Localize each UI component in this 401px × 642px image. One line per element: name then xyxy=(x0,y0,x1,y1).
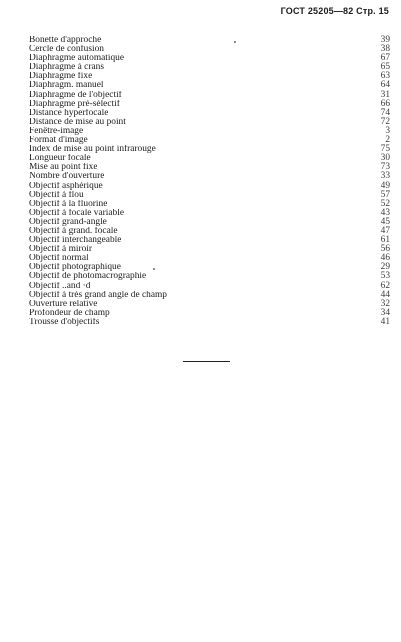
index-term: Objectif photographique xyxy=(29,263,121,273)
index-term: Objectif à focale variable xyxy=(29,208,124,218)
index-entry xyxy=(29,81,390,90)
index-term: Distance hyperfocale xyxy=(29,108,109,118)
page-header: ГОСТ 25205—82 Стр. 15 xyxy=(280,6,389,16)
index-entry xyxy=(29,318,390,327)
index-term: Diaphragme de l'objectif xyxy=(29,90,122,100)
index-page-number: 62 xyxy=(380,280,390,291)
index-term: Objectif grand-angle xyxy=(29,217,107,227)
index-term: Objectif normal xyxy=(29,254,89,264)
index-term: Objectif ..and ·d xyxy=(29,281,91,291)
index-term: Distance de mise au point xyxy=(29,117,126,127)
index-entry xyxy=(29,309,390,318)
index-entry xyxy=(29,145,390,154)
index-page-number: 64 xyxy=(380,80,390,91)
index-page-number: 31 xyxy=(380,89,390,100)
index-entry xyxy=(29,182,390,191)
index-entry xyxy=(29,118,390,127)
index-page-number: 65 xyxy=(380,62,390,73)
index-term: Objectif interchangeable xyxy=(29,236,122,246)
index-page-number: 53 xyxy=(380,271,390,282)
index-term: Objectif à grand. focale xyxy=(29,226,118,236)
index-term: Objectif asphérique xyxy=(29,181,103,191)
index-entry xyxy=(29,200,390,209)
index-term: Objectif de photomacrographie xyxy=(29,272,147,282)
index-term: Index de mise au point infrarouge xyxy=(29,145,156,155)
index-page-number: 67 xyxy=(380,53,390,64)
end-rule xyxy=(183,361,230,362)
index-page-number: 30 xyxy=(380,153,390,164)
index-term: Diaphragme automatique xyxy=(29,54,125,64)
index-entry xyxy=(29,227,390,236)
index-page-number: 41 xyxy=(380,316,390,327)
index-term: Objectif à la fluorine xyxy=(29,199,108,209)
index-page-number: 49 xyxy=(380,180,390,191)
index-term: Diaphragme pré-sélectif xyxy=(29,99,120,109)
index-entry xyxy=(29,300,390,309)
index-entry xyxy=(29,91,390,100)
index-page-number: 3 xyxy=(385,125,390,136)
index-term: Diaphragme fixe xyxy=(29,72,93,82)
index-term: Objectif à flou xyxy=(29,190,84,200)
index-page-number: 43 xyxy=(380,207,390,218)
scan-speck xyxy=(153,268,155,270)
index-entry xyxy=(29,245,390,254)
index-page-number: 56 xyxy=(380,244,390,255)
index-list xyxy=(29,36,390,327)
index-term: Cercle de confusion xyxy=(29,45,104,55)
index-term: Diaphragme à crans xyxy=(29,63,104,73)
index-entry xyxy=(29,154,390,163)
index-page-number: 66 xyxy=(380,98,390,109)
index-term: Bonette d'approche xyxy=(29,36,102,45)
index-page-number: 29 xyxy=(380,262,390,273)
index-page-number: 44 xyxy=(380,289,390,300)
index-term: Format d'image xyxy=(29,136,88,146)
index-entry xyxy=(29,191,390,200)
index-term: Trousse d'objectifs xyxy=(29,317,100,327)
index-entry xyxy=(29,100,390,109)
index-entry xyxy=(29,72,390,81)
index-entry xyxy=(29,209,390,218)
index-page-number: 33 xyxy=(380,171,390,182)
index-entry xyxy=(29,54,390,63)
index-page-number: 61 xyxy=(380,235,390,246)
index-entry xyxy=(29,282,390,291)
index-term: Fenêtre-image xyxy=(29,126,84,136)
index-entry xyxy=(29,272,390,281)
index-page-number: 32 xyxy=(380,298,390,309)
index-term: Objectif à miroir xyxy=(29,245,92,255)
index-page-number: 45 xyxy=(380,216,390,227)
index-term: Ouverture relative xyxy=(29,299,98,309)
index-term: Mise au point fixe xyxy=(29,163,98,173)
index-page-number: 52 xyxy=(380,198,390,209)
index-entry xyxy=(29,163,390,172)
index-page-number: 75 xyxy=(380,144,390,155)
index-page-number: 46 xyxy=(380,253,390,264)
index-entry xyxy=(29,63,390,72)
scan-speck xyxy=(234,41,236,43)
index-entry xyxy=(29,109,390,118)
index-entry xyxy=(29,263,390,272)
index-entry xyxy=(29,45,390,54)
index-entry xyxy=(29,172,390,181)
index-page-number: 2 xyxy=(385,135,390,146)
index-page-number: 72 xyxy=(380,116,390,127)
index-page-number: 39 xyxy=(380,35,390,45)
index-page-number: 63 xyxy=(380,71,390,82)
index-page-number: 73 xyxy=(380,162,390,173)
index-term: Nombre d'ouverture xyxy=(29,172,105,182)
index-page-number: 57 xyxy=(380,189,390,200)
index-entry xyxy=(29,254,390,263)
index-entry xyxy=(29,136,390,145)
index-term: Profondeur de champ xyxy=(29,308,110,318)
index-entry xyxy=(29,218,390,227)
index-entry xyxy=(29,236,390,245)
index-entry xyxy=(29,36,390,45)
index-page-number: 47 xyxy=(380,225,390,236)
index-term: Diaphragm. manuel xyxy=(29,81,104,91)
index-entry xyxy=(29,291,390,300)
index-page-number: 74 xyxy=(380,107,390,118)
index-term: Longueur focale xyxy=(29,154,91,164)
index-entry xyxy=(29,127,390,136)
index-page-number: 38 xyxy=(380,44,390,55)
index-page-number: 34 xyxy=(380,307,390,318)
index-term: Objectif à très grand angle de champ xyxy=(29,290,167,300)
